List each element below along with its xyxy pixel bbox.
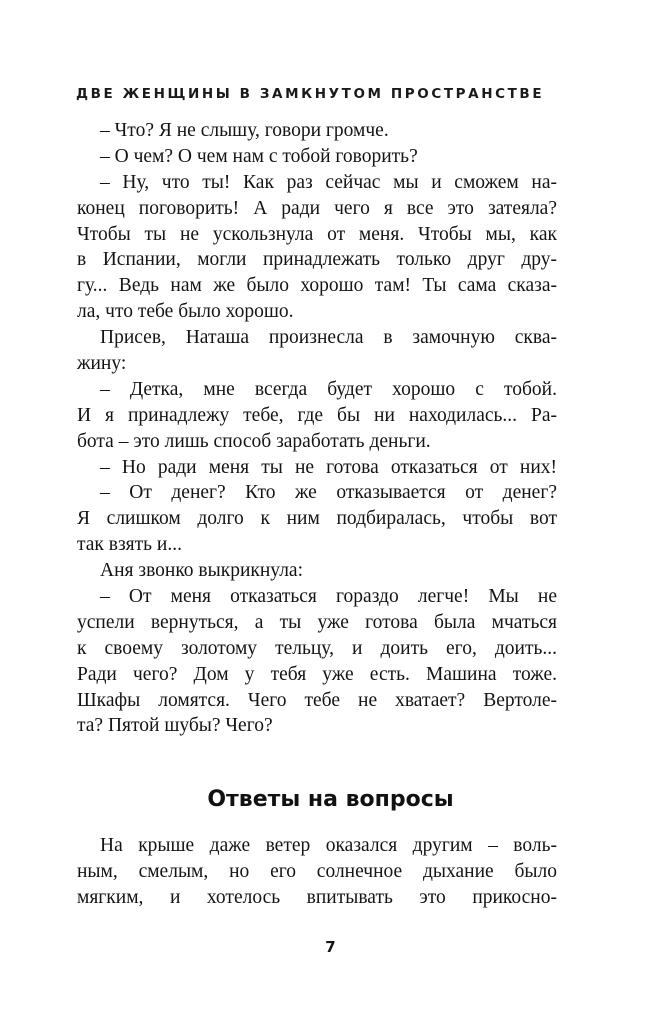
page-number: 7 xyxy=(325,938,336,956)
text-line: жину: xyxy=(77,353,127,375)
text-line: Я слишком долго к ним подбиралась, чтобы вот xyxy=(77,508,557,530)
text-line: к своему золотому тельцу, и доить его, доить... xyxy=(77,637,557,659)
text-line: Аня звонко выкрикнула: xyxy=(100,560,304,582)
text-line: Шкафы ломятся. Чего тебе не хватает? Вертоле- xyxy=(77,689,557,711)
text-line: – От меня отказаться гораздо легче! Мы не xyxy=(100,586,557,608)
running-header: ДВЕ ЖЕНЩИНЫ В ЗАМКНУТОМ ПРОСТРАНСТВЕ xyxy=(76,86,545,102)
text-line: На крыше даже ветер оказался другим – воль- xyxy=(100,835,557,856)
text-line: ным, смелым, но его солнечное дыхание было xyxy=(77,860,557,882)
text-line: успели вернуться, а ты уже готова была мчаться xyxy=(77,611,557,633)
text-line: – Детка, мне всегда будет хорошо с тобой. xyxy=(100,378,557,400)
text-line: Чтобы ты не ускользнула от меня. Чтобы мы, как xyxy=(77,223,557,245)
text-line: гу... Ведь нам же было хорошо там! Ты сама сказа- xyxy=(77,275,557,297)
section-text xyxy=(77,833,557,911)
text-line: И я принадлежу тебе, где бы ни находилась... Ра- xyxy=(77,404,557,426)
text-line: Присев, Наташа произнесла в замочную сква- xyxy=(100,327,557,349)
text-line: так взять и... xyxy=(77,534,182,556)
text-line: конец поговорить! А ради чего я все это затеяла? xyxy=(77,197,557,219)
text-line: ла, что тебе было хорошо. xyxy=(77,301,294,323)
text-line: мягким, и хотелось впитывать это прикосно- xyxy=(77,886,557,908)
text-line: – Что? Я не слышу, говори громче. xyxy=(100,120,389,141)
text-line: та? Пятой шубы? Чего? xyxy=(77,715,273,737)
section-heading: Ответы на вопросы xyxy=(207,787,454,812)
text-line: бота – это лишь способ заработать деньги. xyxy=(77,430,431,452)
text-line: Ради чего? Дом у тебя уже есть. Машина тоже. xyxy=(77,663,557,685)
text-line: – Но ради меня ты не готова отказаться от них! xyxy=(100,456,557,478)
text-line: – О чем? О чем нам с тобой говорить? xyxy=(100,145,418,167)
text-line: – От денег? Кто же отказывается от денег? xyxy=(100,482,557,504)
text-line: – Ну, что ты! Как раз сейчас мы и сможем на- xyxy=(100,171,557,193)
text-line: в Испании, могли принадлежать только друг дру- xyxy=(77,249,557,271)
main-text xyxy=(77,118,557,739)
